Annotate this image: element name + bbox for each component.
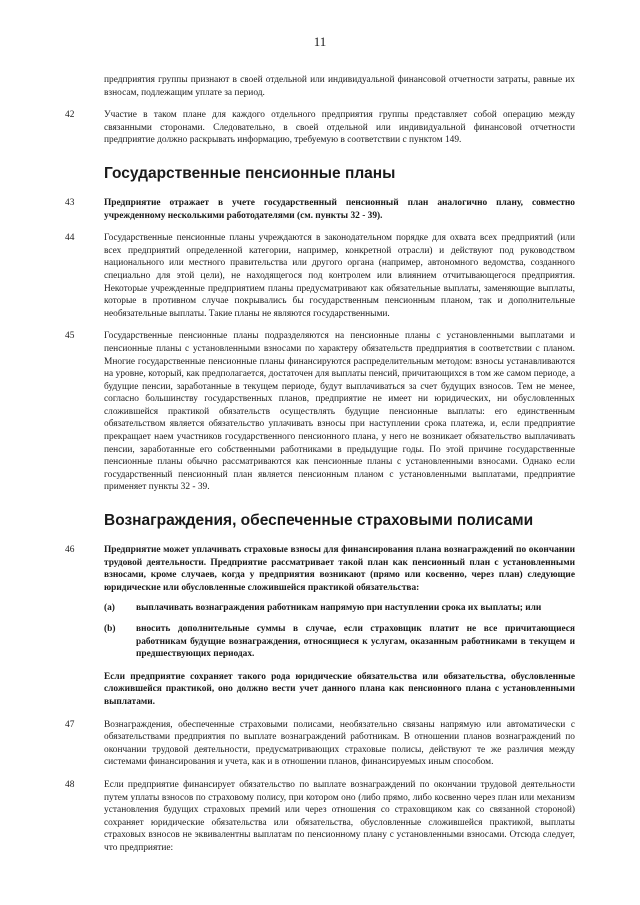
subitem-a	[104, 602, 575, 615]
paragraph-46-continuation: Если предприятие сохраняет такого рода юридические обязательства или обязательства, обусловленные сложившейся практикой, оно должно вести учет данного плана как пенсионного плана с установленными выплатами.	[104, 671, 575, 707]
paragraph-text: Вознаграждения, обеспеченные страховыми полисами, необязательно связаны напрямую или автоматически с обязательствами предприятия по выплате вознаграждений работникам. В отношении планов вознаграждений по окончании трудовой деятельности, предусматривающих страховые полисы, действуют те же различия между системами финансирования и учета, как и в отношении планов, финансируемых иным способом.	[104, 719, 575, 768]
section-heading-insured-benefits: Вознаграждения, обеспеченные страховыми полисами	[104, 512, 534, 530]
document-body	[65, 74, 575, 865]
intro-paragraph: предприятия группы признают в своей отдельной или индивидуальной финансовой отчетности затраты, равные их взносам, подлежащим уплате за период.	[104, 75, 575, 98]
subitem-text: выплачивать вознаграждения работникам напрямую при наступлении срока их выплаты; или	[136, 603, 542, 614]
paragraph-48	[65, 779, 575, 855]
paragraph-text: Предприятие может уплачивать страховые взносы для финансирования плана вознаграждений по окончании трудовой деятельности. Предприятие рассматривает такой план как пенсионный план с установленными взносами, кроме случаев, когда у предприятия возникают (прямо или косвенно, через план) следующие юридические или обусловленные сложившейся практикой обязательства:	[104, 545, 575, 593]
paragraph-number: 44	[65, 233, 75, 244]
subitem-text: вносить дополнительные суммы в случае, если страховщик платит не все причитающиеся работникам будущие вознаграждения, относящиеся к услугам, оказанным работниками в текущем и предшествующих периодах.	[136, 624, 575, 660]
page-number: 11	[313, 34, 327, 49]
paragraph-text: Государственные пенсионные планы учреждаются в законодательном порядке для охвата всех предприятий (или всех предприятий определенной категории, например, конкретной отрасли) и действуют под руководством национального или местного правительства или другого органа (например, автономного ведомства, созданного специально для этой цели), не находящегося под контролем или влиянием отчитывающегося предприятия. Некоторые учрежденные предприятием планы предусматривают как обязательные выплаты, заменяющие выплаты, которые в противном случае покрывались бы государственным пенсионным планом, так и дополнительные необязательные выплаты. Такие планы не являются государственными.	[104, 233, 575, 319]
paragraph-42	[65, 109, 575, 147]
subitem-b	[104, 623, 575, 661]
paragraph-number: 48	[65, 779, 75, 790]
paragraph-number: 46	[65, 545, 75, 556]
paragraph-text: Если предприятие финансирует обязательство по выплате вознаграждений по окончании трудовой деятельности путем уплаты взносов по страховому полису, при котором оно (либо прямо, либо косвенно через план или механизм установления будущих страховых премий или через отношения со страховщиком как со связанной стороной) сохраняет юридические обязательства или обязательства, обусловленные сложившейся практикой, выплаты страховых взносов не эквивалентны выплатам по пенсионному плану с установленными взносами. Отсюда следует, что предприятие:	[104, 779, 575, 853]
paragraph-text: Участие в таком плане для каждого отдельного предприятия группы представляет собой операцию между связанными сторонами. Следовательно, в своей отдельной или индивидуальной финансовой отчетности предприятие должно раскрывать информацию, требуемую в соответствии с пунктом 149.	[104, 110, 575, 146]
paragraph-number: 45	[65, 331, 75, 342]
section-heading-state-plans: Государственные пенсионные планы	[104, 164, 396, 182]
paragraph-43	[65, 197, 575, 222]
paragraph-text: Государственные пенсионные планы подразделяются на пенсионные планы с установленными выплатами и пенсионные планы с установленными взносами по характеру обязательств предприятия в соответствии с планом. Многие государственные пенсионные планы финансируются распределительным методом: взносы устанавливаются на уровне, который, как предполагается, достаточен для выплаты пенсий, причитающихся в том же самом периоде, а будущие пенсии, заработанные в текущем периоде, будут выплачиваться за счет будущих взносов. Тем не менее, согласно большинству государственных планов, предприятие не имеет ни юридических, ни обусловленных сложившейся практикой обязательств осуществлять будущие пенсионные выплаты: его единственным обязательством является обязательство уплачивать взносы при наступлении срока платежа, и, если предприятие прекращает наем участников государственного пенсионного плана, у него не возникает обязательство выплачивать пенсии, заработанные его собственными работниками в предыдущие годы. По этой причине государственные пенсионные планы обычно рассматриваются как пенсионные планы с установленными взносами. Однако если государственный пенсионный план является пенсионным планом с установленными выплатами, предприятие применяет пункты 32 - 39.	[104, 331, 575, 493]
paragraph-text: Предприятие отражает в учете государственный пенсионный план аналогично плану, совместно учрежденному несколькими работодателями (см. пункты 32 - 39).	[104, 197, 575, 221]
paragraph-number: 43	[65, 197, 75, 208]
paragraph-47	[65, 719, 575, 769]
paragraph-45	[65, 330, 575, 494]
subitem-label: (a)	[104, 603, 115, 614]
subitem-label: (b)	[104, 624, 116, 634]
paragraph-number: 42	[65, 110, 75, 121]
paragraph-46	[65, 544, 575, 594]
paragraph-44	[65, 232, 575, 320]
paragraph-number: 47	[65, 719, 75, 730]
